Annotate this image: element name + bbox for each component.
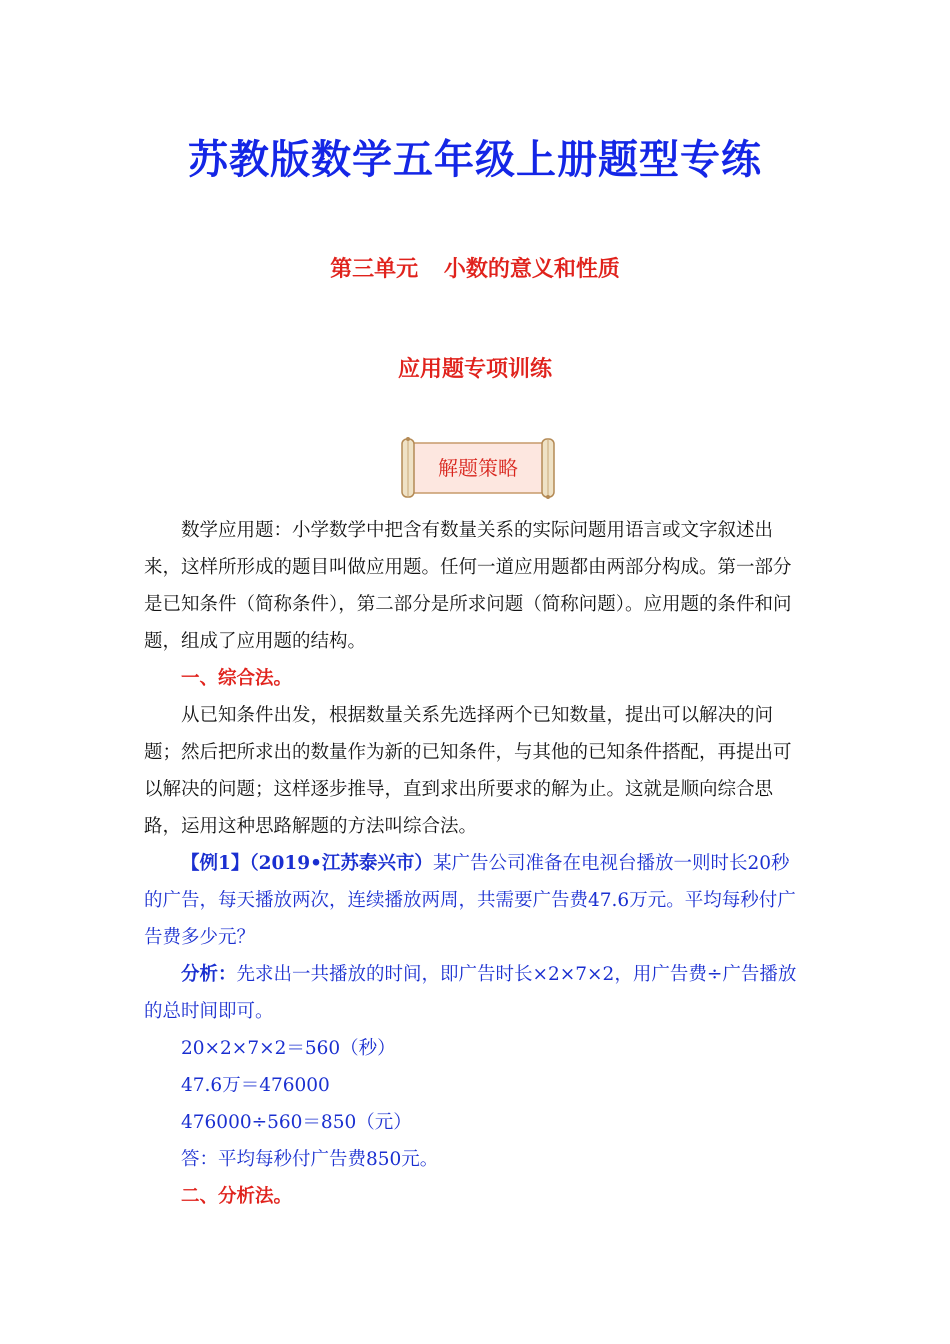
unit-title: 第三单元 小数的意义和性质 xyxy=(330,257,620,282)
example1-step-3: 476000÷560＝850（元） xyxy=(181,1112,412,1133)
example1-question xyxy=(144,845,804,956)
example1-analysis xyxy=(144,956,804,1030)
intro-paragraph: 数学应用题：小学数学中把含有数量关系的实际问题用语言或文字叙述出来，这样所形成的题目叫做应用题。任何一道应用题都由两部分构成。第一部分是已知条件（简称条件），第二部分是所求问题（简称问题）。应用题的条件和问题，组成了应用题的结构。 xyxy=(144,520,792,652)
document-body xyxy=(144,512,804,1215)
example1-text: 某广告公司准备在电视台播放一则时长20秒的广告，每天播放两次，连续播放两周，共需要广告费47.6万元。平均每秒付广告费多少元？ xyxy=(144,853,796,948)
section2-heading: 二、分析法。 xyxy=(181,1186,293,1207)
analysis-text: 先求出一共播放的时间，即广告时长×2×7×2，用广告费÷广告播放的总时间即可。 xyxy=(144,964,797,1022)
analysis-label: 分析： xyxy=(181,964,237,985)
example1-tag: 【例1】（2019•江苏泰兴市） xyxy=(181,853,433,874)
strategy-label: 解题策略 xyxy=(438,456,518,480)
strategy-banner xyxy=(398,437,558,499)
example1-step-2: 47.6万＝476000 xyxy=(181,1075,330,1096)
section1-paragraph: 从已知条件出发，根据数量关系先选择两个已知数量，提出可以解决的问题；然后把所求出的数量作为新的已知条件，与其他的已知条件搭配，再提出可以解决的问题；这样逐步推导，直到求出所要求的解为止。这就是顺向综合思路，运用这种思路解题的方法叫综合法。 xyxy=(144,705,792,837)
example1-answer: 答：平均每秒付广告费850元。 xyxy=(181,1149,439,1170)
main-title: 苏教版数学五年级上册题型专练 xyxy=(188,137,762,183)
section1-heading: 一、综合法。 xyxy=(181,668,293,689)
example1-step-1: 20×2×7×2＝560（秒） xyxy=(181,1038,396,1059)
sub-title: 应用题专项训练 xyxy=(397,357,552,382)
